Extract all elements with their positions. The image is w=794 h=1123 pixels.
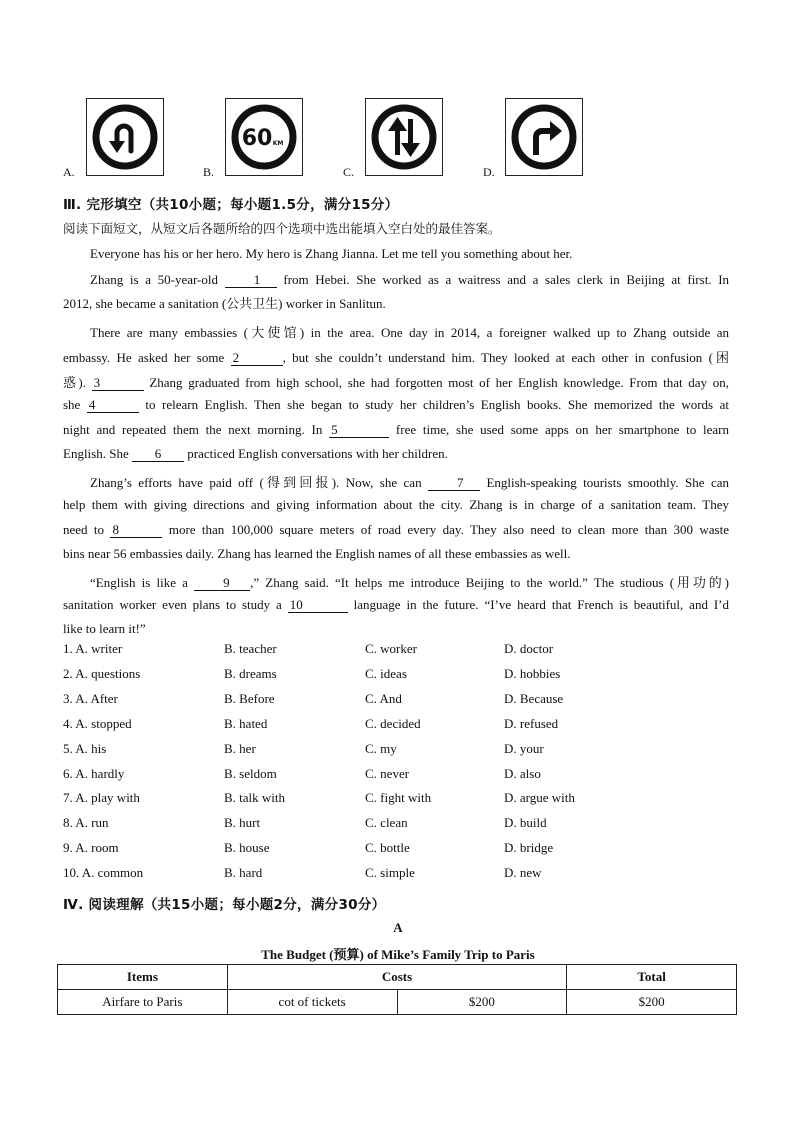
- option-row: [63, 691, 733, 716]
- table-cell: $200: [567, 990, 737, 1015]
- text: from Hebei. She worked as a waitress and a sales clerk in Beijing at first. In: [283, 272, 730, 287]
- option-choice[interactable]: D. build: [504, 815, 547, 831]
- text: embassy. He asked her some: [63, 350, 225, 365]
- option-choice[interactable]: C. decided: [365, 715, 421, 731]
- text: more than 100,000 square meters of road every day. They also need to clean more than 300 waste: [168, 522, 729, 537]
- option-row: [63, 815, 733, 840]
- option-choice[interactable]: 7. A. play with: [63, 790, 140, 806]
- text: she: [63, 397, 81, 412]
- option-choice[interactable]: 3. A. After: [63, 690, 118, 706]
- passage-paragraph-1: Everyone has his or her hero. My hero is Zhang Jianna. Let me tell you something about her.: [90, 246, 573, 261]
- option-choice[interactable]: B. teacher: [224, 641, 277, 656]
- passage-line: [63, 372, 729, 391]
- option-row: [63, 790, 733, 815]
- blank-2: 2: [231, 351, 283, 366]
- option-row: [63, 766, 733, 791]
- option-choice[interactable]: 4. A. stopped: [63, 715, 132, 731]
- text: Zhang graduated from high school, she had forgotten most of her English knowledge. From that day on,: [149, 375, 729, 390]
- header-costs: Costs: [227, 965, 566, 990]
- text: to relearn English. Then she began to study her children’s English books. She memorized the words at: [145, 397, 729, 412]
- option-choice[interactable]: B. dreams: [224, 665, 277, 681]
- option-letter: A.: [63, 165, 75, 179]
- option-choice[interactable]: D. argue with: [504, 790, 575, 806]
- blank-9: 9: [194, 576, 250, 591]
- table-cell: $200: [397, 990, 567, 1015]
- text: need to: [63, 522, 105, 537]
- option-choice[interactable]: 6. A. hardly: [63, 765, 125, 781]
- text: sanitation worker even plans to study a: [63, 597, 282, 612]
- option-choice[interactable]: D. Because: [504, 690, 564, 706]
- table-title: The Budget (预算) of Mike’s Family Trip to Paris: [261, 947, 535, 962]
- option-choice[interactable]: D. hobbies: [504, 665, 561, 681]
- passage-line: help them with giving directions and giving information about the city. Zhang is in charge of a sanitation team. They: [63, 497, 729, 512]
- text: practiced English conversations with her children.: [187, 446, 448, 461]
- table-row: [58, 990, 737, 1015]
- option-choice[interactable]: 5. A. his: [63, 740, 107, 756]
- option-choice[interactable]: 10. A. common: [63, 865, 144, 881]
- turn-right-icon: [505, 98, 583, 176]
- budget-table: [57, 964, 737, 1015]
- blank-10: 10: [288, 598, 348, 613]
- option-choice[interactable]: C. bottle: [365, 840, 410, 856]
- text: language in the future. “I’ve heard that French is beautiful, and I’d: [353, 597, 730, 612]
- option-choice[interactable]: B. hard: [224, 865, 263, 881]
- text: , but she couldn’t understand him. They looked at each other in confusion (困: [282, 350, 730, 365]
- passage-line: [63, 397, 729, 413]
- option-choice[interactable]: C. And: [365, 690, 402, 706]
- option-row: [63, 865, 733, 890]
- section-4-title: Ⅳ. 阅读理解（共15小题；每小题2分，满分30分）: [63, 897, 386, 913]
- section-3-instruction: 阅读下面短文，从短文后各题所给的四个选项中选出能填入空白处的最佳答案。: [63, 221, 501, 236]
- blank-5: 5: [329, 423, 389, 438]
- option-choice[interactable]: C. never: [365, 765, 410, 781]
- speed-unit: KM: [272, 140, 284, 147]
- table-cell: Airfare to Paris: [58, 990, 228, 1015]
- option-choice[interactable]: C. worker: [365, 641, 417, 656]
- option-letter: B.: [203, 165, 215, 179]
- sign-option-c: [343, 96, 463, 182]
- passage-line: [63, 522, 729, 538]
- blank-8: 8: [110, 523, 162, 538]
- passage-line: [63, 422, 729, 438]
- option-letter: D.: [483, 165, 495, 179]
- option-choice[interactable]: D. your: [504, 740, 544, 756]
- blank-4: 4: [87, 398, 139, 413]
- option-choice[interactable]: B. her: [224, 740, 256, 756]
- option-choice[interactable]: C. ideas: [365, 665, 407, 681]
- text: English. She: [63, 446, 129, 461]
- passage-line: [63, 272, 729, 288]
- text: 惑).: [63, 375, 86, 390]
- option-choice[interactable]: B. Before: [224, 690, 275, 706]
- option-choice[interactable]: 2. A. questions: [63, 665, 141, 681]
- section-3-title: Ⅲ. 完形填空（共10小题；每小题1.5分，满分15分）: [63, 197, 399, 213]
- text: Zhang is a 50-year-old: [90, 272, 219, 287]
- blank-6: 6: [132, 447, 184, 462]
- blank-1: 1: [225, 273, 277, 288]
- option-choice[interactable]: 9. A. room: [63, 840, 119, 856]
- passage-line: There are many embassies (大使馆) in the area. One day in 2014, a foreigner walked up to Zhang outside an: [90, 325, 729, 340]
- option-choice[interactable]: D. bridge: [504, 840, 554, 856]
- option-choice[interactable]: 1. A. writer: [63, 641, 123, 656]
- text: ,” Zhang said. “It helps me introduce Beijing to the world.” The studious (用功的): [250, 575, 729, 590]
- option-choice[interactable]: B. hurt: [224, 815, 261, 831]
- sign-option-a: [63, 96, 173, 182]
- text: English-speaking tourists smoothly. She can: [486, 475, 730, 490]
- passage-line: [63, 597, 729, 613]
- header-total: Total: [567, 965, 737, 990]
- text: Zhang’s efforts have paid off (得到回报). Now, she can: [90, 475, 422, 490]
- option-choice[interactable]: 8. A. run: [63, 815, 109, 831]
- sign-option-d: [483, 96, 603, 182]
- text: free time, she used some apps on her smartphone to learn: [395, 422, 730, 437]
- two-way-traffic-icon: [365, 98, 443, 176]
- part-label: A: [393, 920, 403, 935]
- speed-value: 60: [241, 126, 273, 151]
- u-turn-icon: [86, 98, 164, 176]
- passage-line: bins near 56 embassies daily. Zhang has learned the English names of all these embassies as well.: [63, 546, 571, 561]
- passage-line: [63, 472, 729, 491]
- option-row: [63, 840, 733, 865]
- blank-7: 7: [428, 476, 480, 491]
- passage-line: [63, 347, 729, 366]
- option-choice[interactable]: D. new: [504, 865, 542, 881]
- option-row: [63, 741, 733, 766]
- option-choice[interactable]: C. simple: [365, 865, 415, 881]
- passage-line: [63, 441, 733, 466]
- passage-line: like to learn it!”: [63, 621, 146, 636]
- option-choice[interactable]: B. house: [224, 840, 270, 856]
- option-choice[interactable]: B. seldom: [224, 765, 277, 781]
- speed-limit-60-icon: [225, 98, 303, 176]
- blank-3: 3: [92, 376, 144, 391]
- option-row: [63, 716, 733, 741]
- text: night and repeated them the next morning. In: [63, 422, 323, 437]
- sign-options-row: [63, 96, 733, 182]
- passage-line: 2012, she became a sanitation (公共卫生) worker in Sanlitun.: [63, 296, 386, 311]
- option-choice[interactable]: B. hated: [224, 715, 268, 731]
- passage-line: [63, 572, 729, 591]
- table-header-row: [58, 965, 737, 990]
- option-row: [63, 666, 733, 691]
- option-choice[interactable]: D. also: [504, 765, 541, 781]
- option-choice[interactable]: D. refused: [504, 715, 559, 731]
- option-choice[interactable]: C. clean: [365, 815, 408, 831]
- option-letter: C.: [343, 165, 355, 179]
- option-choice[interactable]: D. doctor: [504, 641, 554, 656]
- option-choice[interactable]: C. my: [365, 740, 397, 756]
- table-cell: cot of tickets: [227, 990, 397, 1015]
- option-row: [63, 641, 733, 666]
- sign-option-b: [203, 96, 313, 182]
- option-choice[interactable]: B. talk with: [224, 790, 286, 806]
- option-choice[interactable]: C. fight with: [365, 790, 432, 806]
- text: “English is like a: [90, 575, 188, 590]
- header-items: Items: [58, 965, 228, 990]
